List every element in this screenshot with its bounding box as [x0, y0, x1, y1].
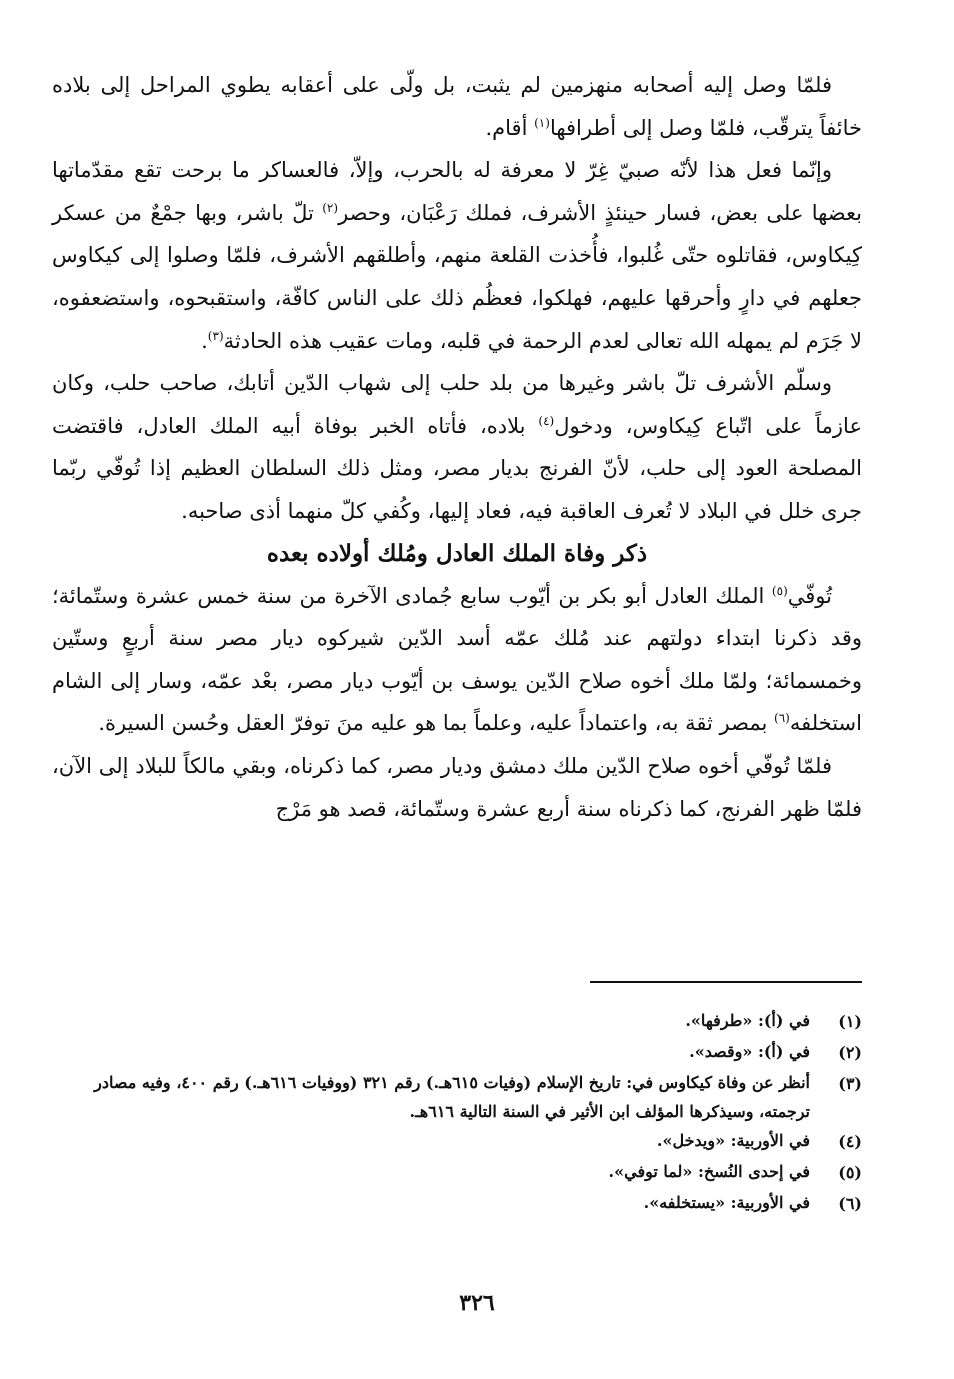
- footnote-2: [52, 1037, 862, 1068]
- paragraph-text: بلاده، فأتاه الخبر بوفاة أبيه الملك العادل، فاقتضت المصلحة العود إلى حلب، لأنّ الفرنج بديار مصر، ومثل ذلك السلطان العظيم إذا تُوفّي ربّما جرى خلل في البلاد لا تُعرف العاقبة فيه، فعاد إليها، وكُفي كلّ منهما أذى صاحبه.: [52, 413, 862, 523]
- paragraph-text: .: [201, 328, 208, 353]
- footnote-3: [52, 1068, 862, 1126]
- paragraph-text: وإنّما فعل هذا لأنّه صبيّ غِرّ لا معرفة له بالحرب، وإلاّ، فالعساكر ما برحت تقع مقدّماتها بعضها على بعض، فسار حينئذٍ الأشرف، فملك رَعْبَان، وحصر: [52, 158, 862, 225]
- footnote-ref-3[interactable]: (٣): [207, 328, 224, 343]
- footnote-text: في الأوربية: «ويدخل».: [656, 1131, 810, 1150]
- footnote-ref-6[interactable]: (٦): [774, 711, 790, 726]
- footnote-number: (٢): [838, 1043, 862, 1062]
- footnote-ref-4[interactable]: (٤): [538, 413, 555, 428]
- footnote-ref-2[interactable]: (٢): [322, 200, 339, 215]
- paragraph-2: [52, 149, 862, 362]
- footnote-1: [52, 1006, 862, 1037]
- footnote-ref-1[interactable]: (١): [534, 115, 550, 130]
- footnote-6: [52, 1188, 862, 1219]
- section-heading: ذكر وفاة الملك العادل ومُلك أولاده بعده: [266, 539, 648, 567]
- paragraph-text: تُوفّي: [787, 583, 832, 608]
- footnote-number: (١): [838, 1012, 862, 1031]
- paragraph-text: بمصر ثقة به، واعتماداً عليه، وعلماً بما هو عليه منَ توفرّ العقل وحُسن السيرة.: [98, 711, 774, 736]
- footnote-ref-5[interactable]: (٥): [771, 583, 788, 598]
- footnote-text: في (أ): «طرفها».: [685, 1011, 810, 1030]
- page-number: ٣٢٦: [459, 1290, 495, 1316]
- footnote-text: أنظر عن وفاة كيكاوس في: تاريخ الإسلام (وفيات ٦١٥هـ.) رقم ٣٢١ (ووفيات ٦١٦هـ.) رقم ٤٠٠، وفيه مصادر ترجمته، وسيذكرها المؤلف ابن الأثير في السنة التالية ٦١٦هـ.: [94, 1073, 810, 1121]
- paragraph-5: [52, 745, 862, 830]
- paragraph-text: وسلّم الأشرف تلّ باشر وغيرها من بلد حلب إلى شهاب الدّين أتابك، صاحب حلب، وكان عازماً على اتّباع كِيكاوس، ودخول: [52, 371, 862, 438]
- paragraph-text: أقام.: [485, 115, 535, 140]
- footnote-number: (٤): [838, 1132, 862, 1151]
- footnote-number: (٦): [838, 1194, 862, 1213]
- paragraph-text: فلمّا تُوفّي أخوه صلاح الدّين ملك دمشق وديار مصر، كما ذكرناه، وبقي مالكاً للبلاد إلى الآن، فلمّا ظهر الفرنج، كما ذكرناه سنة أربع عشرة وستّمائة، قصد هو مَرْج: [52, 753, 862, 821]
- footnote-text: في (أ): «وقصد».: [689, 1042, 810, 1061]
- footnotes: [52, 1006, 862, 1219]
- paragraph-text: تلّ باشر، وبها جمْعٌ من عسكر كِيكاوس، فقاتلوه حتّى غُلبوا، فأُخذت القلعة منهم، وأطلقهم الأشرف، فلمّا وصلوا إلى كيكاوس جعلهم في دارٍ وأحرقها عليهم، فهلكوا، فعظُم ذلك على الناس كافّة، واستقبحوه، واستضعفوه، لا جَرَم لم يمهله الله تعالى لعدم الرحمة في قلبه، ومات عقيب هذه الحادثة: [52, 200, 862, 353]
- footnote-text: في الأوربية: «يستخلفه».: [643, 1193, 810, 1212]
- paragraph-1: [52, 64, 862, 149]
- paragraph-3: [52, 362, 862, 532]
- footnote-number: (٥): [838, 1163, 862, 1182]
- paragraph-text: فلمّا وصل إليه أصحابه منهزمين لم يثبت، بل ولّى على أعقابه يطوي المراحل إلى بلاده خائفاً يترقّب، فلمّا وصل إلى أطرافها: [52, 73, 862, 140]
- footnote-4: [52, 1126, 862, 1157]
- paragraph-text: الملك العادل أبو بكر بن أيّوب سابع جُمادى الآخرة من سنة خمس عشرة وستّمائة؛ وقد ذكرنا ابتداء دولتهم عند مُلك عمّه أسد الدّين شيركوه ديار مصر سنة أربعٍ وستّين وخمسمائة؛ ولمّا ملك أخوه صلاح الدّين يوسف بن أيّوب ديار مصر، بعْد عمّه، وسار إلى الشام استخلفه: [52, 583, 862, 736]
- footnote-5: [52, 1157, 862, 1188]
- footnote-text: في إحدى النُسخ: «لما توفي».: [608, 1162, 810, 1181]
- footnote-number: (٣): [838, 1074, 862, 1093]
- footnote-divider: [590, 981, 862, 983]
- paragraph-4: [52, 575, 862, 745]
- main-text: [52, 64, 862, 830]
